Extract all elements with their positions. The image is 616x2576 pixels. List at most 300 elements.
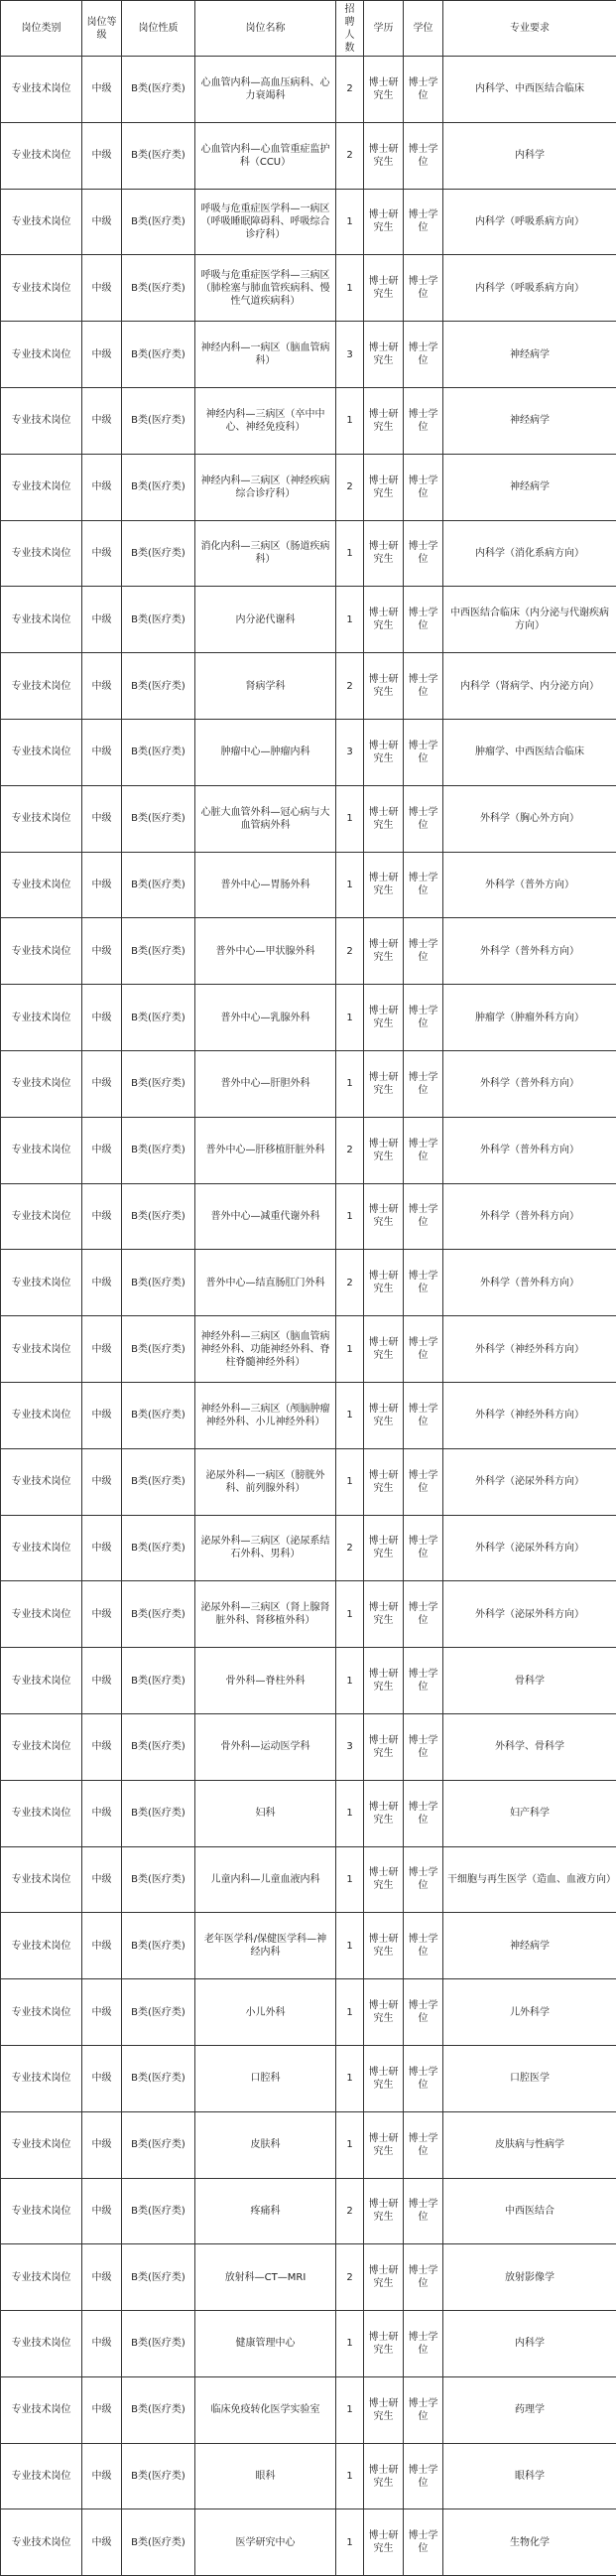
cell-post-nature: B类(医疗类) [122, 2111, 195, 2178]
cell-post-name: 骨外科—运动医学科 [195, 1713, 336, 1780]
cell-post-level: 中级 [82, 322, 122, 388]
cell-education: 博士研究生 [364, 1780, 404, 1846]
cell-post-name: 普外中心—肝胆外科 [195, 1050, 336, 1117]
cell-post-name: 小儿外科 [195, 1979, 336, 2046]
cell-major-requirement: 皮肤病与性病学 [443, 2111, 616, 2178]
cell-headcount: 1 [336, 2376, 364, 2443]
cell-headcount: 1 [336, 785, 364, 852]
cell-post-level: 中级 [82, 520, 122, 587]
cell-post-name: 普外中心—乳腺外科 [195, 985, 336, 1051]
cell-post-name: 骨外科—脊柱外科 [195, 1648, 336, 1714]
cell-education: 博士研究生 [364, 2178, 404, 2244]
cell-post-category: 专业技术岗位 [1, 2244, 82, 2311]
cell-post-nature: B类(医疗类) [122, 719, 195, 785]
cell-post-nature: B类(医疗类) [122, 852, 195, 918]
cell-post-name: 放射科—CT—MRI [195, 2244, 336, 2311]
cell-post-level: 中级 [82, 1846, 122, 1913]
table-row [1, 2178, 616, 2244]
table-row [1, 852, 616, 918]
cell-education: 博士研究生 [364, 1316, 404, 1383]
cell-major-requirement: 外科学（泌尿外科方向） [443, 1448, 616, 1515]
cell-degree: 博士学位 [404, 852, 443, 918]
cell-post-level: 中级 [82, 189, 122, 255]
cell-post-name: 泌尿外科—三病区（肾上腺肾脏外科、肾移植外科） [195, 1581, 336, 1648]
cell-post-category: 专业技术岗位 [1, 1382, 82, 1448]
cell-degree: 博士学位 [404, 1648, 443, 1714]
cell-degree: 博士学位 [404, 2509, 443, 2576]
header-post-name: 岗位名称 [195, 1, 336, 57]
cell-education: 博士研究生 [364, 322, 404, 388]
cell-post-category: 专业技术岗位 [1, 2178, 82, 2244]
cell-headcount: 1 [336, 520, 364, 587]
table-row [1, 1913, 616, 1979]
table-row [1, 985, 616, 1051]
cell-major-requirement: 内科学（肾病学、内分泌方向） [443, 653, 616, 720]
table-row [1, 1648, 616, 1714]
cell-degree: 博士学位 [404, 1515, 443, 1581]
cell-major-requirement: 内科学 [443, 122, 616, 189]
table-row [1, 1979, 616, 2046]
cell-education: 博士研究生 [364, 1913, 404, 1979]
table-row [1, 2111, 616, 2178]
cell-post-category: 专业技术岗位 [1, 2509, 82, 2576]
table-row [1, 454, 616, 520]
cell-post-category: 专业技术岗位 [1, 587, 82, 653]
table-row [1, 1382, 616, 1448]
cell-post-name: 神经内科—三病区（卒中中心、神经免疫科） [195, 387, 336, 454]
cell-post-level: 中级 [82, 1117, 122, 1183]
cell-major-requirement: 中西医结合临床（内分泌与代谢疾病方向） [443, 587, 616, 653]
cell-headcount: 1 [336, 1979, 364, 2046]
cell-post-level: 中级 [82, 852, 122, 918]
cell-post-category: 专业技术岗位 [1, 2376, 82, 2443]
cell-post-nature: B类(医疗类) [122, 1913, 195, 1979]
cell-education: 博士研究生 [364, 2311, 404, 2377]
cell-headcount: 2 [336, 454, 364, 520]
cell-degree: 博士学位 [404, 653, 443, 720]
cell-degree: 博士学位 [404, 2311, 443, 2377]
table-row [1, 1117, 616, 1183]
cell-education: 博士研究生 [364, 2443, 404, 2509]
cell-headcount: 2 [336, 122, 364, 189]
cell-education: 博士研究生 [364, 255, 404, 322]
cell-post-level: 中级 [82, 1382, 122, 1448]
table-row [1, 57, 616, 123]
table-row [1, 2045, 616, 2111]
cell-post-category: 专业技术岗位 [1, 189, 82, 255]
cell-headcount: 1 [336, 587, 364, 653]
cell-post-nature: B类(医疗类) [122, 322, 195, 388]
cell-major-requirement: 外科学（泌尿外科方向） [443, 1581, 616, 1648]
cell-post-level: 中级 [82, 1648, 122, 1714]
cell-post-name: 内分泌代谢科 [195, 587, 336, 653]
cell-post-name: 神经内科—一病区（脑血管病科） [195, 322, 336, 388]
cell-headcount: 1 [336, 1846, 364, 1913]
cell-post-category: 专业技术岗位 [1, 1913, 82, 1979]
cell-degree: 博士学位 [404, 454, 443, 520]
cell-post-category: 专业技术岗位 [1, 653, 82, 720]
cell-post-category: 专业技术岗位 [1, 2443, 82, 2509]
cell-education: 博士研究生 [364, 1648, 404, 1714]
cell-post-name: 眼科 [195, 2443, 336, 2509]
table-row [1, 1250, 616, 1316]
cell-education: 博士研究生 [364, 587, 404, 653]
cell-major-requirement: 外科学（普外科方向） [443, 1183, 616, 1250]
cell-post-name: 肿瘤中心—肿瘤内科 [195, 719, 336, 785]
cell-major-requirement: 内科学 [443, 2311, 616, 2377]
cell-education: 博士研究生 [364, 1050, 404, 1117]
cell-post-category: 专业技术岗位 [1, 1713, 82, 1780]
table-row [1, 2311, 616, 2377]
cell-degree: 博士学位 [404, 322, 443, 388]
cell-post-name: 老年医学科/保健医学科—神经内科 [195, 1913, 336, 1979]
table-row [1, 1316, 616, 1383]
table-row [1, 255, 616, 322]
header-degree: 学位 [404, 1, 443, 57]
cell-post-level: 中级 [82, 2178, 122, 2244]
cell-post-category: 专业技术岗位 [1, 1117, 82, 1183]
cell-post-category: 专业技术岗位 [1, 918, 82, 985]
cell-headcount: 2 [336, 1117, 364, 1183]
cell-post-level: 中级 [82, 1581, 122, 1648]
cell-post-nature: B类(医疗类) [122, 985, 195, 1051]
cell-headcount: 1 [336, 1581, 364, 1648]
cell-post-name: 泌尿外科—一病区（膀胱外科、前列腺外科） [195, 1448, 336, 1515]
cell-post-level: 中级 [82, 454, 122, 520]
cell-degree: 博士学位 [404, 387, 443, 454]
cell-headcount: 2 [336, 918, 364, 985]
cell-degree: 博士学位 [404, 1448, 443, 1515]
cell-post-category: 专业技术岗位 [1, 122, 82, 189]
cell-education: 博士研究生 [364, 2244, 404, 2311]
cell-post-name: 普外中心—甲状腺外科 [195, 918, 336, 985]
cell-headcount: 1 [336, 1780, 364, 1846]
cell-major-requirement: 外科学（神经外科方向） [443, 1316, 616, 1383]
cell-headcount: 2 [336, 1250, 364, 1316]
cell-post-name: 医学研究中心 [195, 2509, 336, 2576]
cell-post-nature: B类(医疗类) [122, 1581, 195, 1648]
cell-degree: 博士学位 [404, 1183, 443, 1250]
table-row [1, 1846, 616, 1913]
cell-post-nature: B类(医疗类) [122, 1183, 195, 1250]
header-post-category: 岗位类别 [1, 1, 82, 57]
cell-headcount: 3 [336, 1713, 364, 1780]
cell-headcount: 2 [336, 1515, 364, 1581]
table-row [1, 520, 616, 587]
cell-post-name: 消化内科—三病区（肠道疾病科） [195, 520, 336, 587]
cell-post-name: 神经内科—三病区（神经疾病综合诊疗科） [195, 454, 336, 520]
cell-major-requirement: 内科学（呼吸系病方向） [443, 255, 616, 322]
cell-post-name: 神经外科—三病区（颅脑肿瘤神经外科、小儿神经外科） [195, 1382, 336, 1448]
table-row [1, 785, 616, 852]
cell-post-category: 专业技术岗位 [1, 454, 82, 520]
cell-post-category: 专业技术岗位 [1, 1050, 82, 1117]
cell-headcount: 1 [336, 1050, 364, 1117]
cell-post-category: 专业技术岗位 [1, 1648, 82, 1714]
cell-post-level: 中级 [82, 2311, 122, 2377]
table-row [1, 587, 616, 653]
cell-major-requirement: 外科学（普外科方向） [443, 1117, 616, 1183]
cell-education: 博士研究生 [364, 2045, 404, 2111]
cell-post-category: 专业技术岗位 [1, 322, 82, 388]
cell-post-level: 中级 [82, 1515, 122, 1581]
cell-post-category: 专业技术岗位 [1, 387, 82, 454]
cell-major-requirement: 外科学（普外方向） [443, 852, 616, 918]
cell-post-level: 中级 [82, 918, 122, 985]
cell-education: 博士研究生 [364, 520, 404, 587]
cell-post-name: 普外中心—减重代谢外科 [195, 1183, 336, 1250]
cell-post-level: 中级 [82, 2111, 122, 2178]
cell-education: 博士研究生 [364, 785, 404, 852]
cell-post-level: 中级 [82, 587, 122, 653]
cell-post-name: 普外中心—胃肠外科 [195, 852, 336, 918]
cell-post-level: 中级 [82, 1250, 122, 1316]
cell-education: 博士研究生 [364, 2509, 404, 2576]
table-row [1, 1581, 616, 1648]
cell-headcount: 2 [336, 653, 364, 720]
table-row [1, 2244, 616, 2311]
cell-major-requirement: 内科学（呼吸系病方向） [443, 189, 616, 255]
cell-headcount: 1 [336, 852, 364, 918]
cell-major-requirement: 骨科学 [443, 1648, 616, 1714]
cell-headcount: 1 [336, 1448, 364, 1515]
cell-post-name: 泌尿外科—三病区（泌尿系结石外科、男科） [195, 1515, 336, 1581]
cell-post-name: 肾病学科 [195, 653, 336, 720]
cell-education: 博士研究生 [364, 985, 404, 1051]
cell-education: 博士研究生 [364, 1250, 404, 1316]
cell-post-name: 口腔科 [195, 2045, 336, 2111]
cell-post-level: 中级 [82, 1979, 122, 2046]
header-education: 学历 [364, 1, 404, 57]
cell-post-nature: B类(医疗类) [122, 1979, 195, 2046]
cell-post-level: 中级 [82, 1713, 122, 1780]
cell-major-requirement: 干细胞与再生医学（造血、血液方向） [443, 1846, 616, 1913]
cell-headcount: 2 [336, 57, 364, 123]
cell-post-category: 专业技术岗位 [1, 57, 82, 123]
cell-post-name: 普外中心—结直肠肛门外科 [195, 1250, 336, 1316]
cell-post-level: 中级 [82, 255, 122, 322]
cell-education: 博士研究生 [364, 1448, 404, 1515]
cell-degree: 博士学位 [404, 2045, 443, 2111]
cell-post-category: 专业技术岗位 [1, 1515, 82, 1581]
cell-post-level: 中级 [82, 1183, 122, 1250]
cell-education: 博士研究生 [364, 122, 404, 189]
cell-education: 博士研究生 [364, 1581, 404, 1648]
cell-degree: 博士学位 [404, 985, 443, 1051]
cell-post-level: 中级 [82, 57, 122, 123]
table-body [1, 57, 616, 2576]
table-row [1, 2509, 616, 2576]
cell-degree: 博士学位 [404, 1581, 443, 1648]
cell-major-requirement: 神经病学 [443, 387, 616, 454]
cell-post-nature: B类(医疗类) [122, 387, 195, 454]
cell-post-category: 专业技术岗位 [1, 1780, 82, 1846]
cell-post-name: 呼吸与危重症医学科—一病区（呼吸睡眠障碍科、呼吸综合诊疗科） [195, 189, 336, 255]
cell-post-nature: B类(医疗类) [122, 1382, 195, 1448]
cell-post-category: 专业技术岗位 [1, 1183, 82, 1250]
cell-degree: 博士学位 [404, 719, 443, 785]
cell-major-requirement: 生物化学 [443, 2509, 616, 2576]
cell-post-name: 心血管内科—心血管重症监护科（CCU） [195, 122, 336, 189]
cell-headcount: 2 [336, 2178, 364, 2244]
table-row [1, 918, 616, 985]
table-row [1, 653, 616, 720]
cell-post-level: 中级 [82, 1780, 122, 1846]
cell-post-level: 中级 [82, 1050, 122, 1117]
cell-post-name: 呼吸与危重症医学科—三病区（肺栓塞与肺血管疾病科、慢性气道疾病科） [195, 255, 336, 322]
cell-degree: 博士学位 [404, 1050, 443, 1117]
cell-major-requirement: 外科学（胸心外方向） [443, 785, 616, 852]
cell-degree: 博士学位 [404, 1713, 443, 1780]
cell-post-category: 专业技术岗位 [1, 1316, 82, 1383]
cell-post-nature: B类(医疗类) [122, 1846, 195, 1913]
table-row [1, 1515, 616, 1581]
cell-degree: 博士学位 [404, 1117, 443, 1183]
cell-post-nature: B类(医疗类) [122, 454, 195, 520]
cell-major-requirement: 药理学 [443, 2376, 616, 2443]
cell-post-category: 专业技术岗位 [1, 255, 82, 322]
cell-major-requirement: 肿瘤学、中西医结合临床 [443, 719, 616, 785]
cell-education: 博士研究生 [364, 2111, 404, 2178]
cell-post-level: 中级 [82, 1448, 122, 1515]
cell-degree: 博士学位 [404, 520, 443, 587]
cell-major-requirement: 放射影像学 [443, 2244, 616, 2311]
cell-post-name: 妇科 [195, 1780, 336, 1846]
cell-education: 博士研究生 [364, 2376, 404, 2443]
cell-post-level: 中级 [82, 1913, 122, 1979]
cell-degree: 博士学位 [404, 1316, 443, 1383]
cell-post-nature: B类(医疗类) [122, 1713, 195, 1780]
cell-post-nature: B类(医疗类) [122, 1780, 195, 1846]
header-major-requirement: 专业要求 [443, 1, 616, 57]
cell-post-category: 专业技术岗位 [1, 785, 82, 852]
cell-post-nature: B类(医疗类) [122, 587, 195, 653]
cell-headcount: 1 [336, 255, 364, 322]
header-post-nature: 岗位性质 [122, 1, 195, 57]
cell-post-name: 皮肤科 [195, 2111, 336, 2178]
cell-headcount: 3 [336, 719, 364, 785]
cell-post-name: 心脏大血管外科—冠心病与大血管病外科 [195, 785, 336, 852]
table-row [1, 387, 616, 454]
cell-post-name: 普外中心—肝移植肝脏外科 [195, 1117, 336, 1183]
cell-education: 博士研究生 [364, 1183, 404, 1250]
cell-post-name: 临床免疫转化医学实验室 [195, 2376, 336, 2443]
cell-headcount: 1 [336, 1183, 364, 1250]
cell-major-requirement: 外科学（普外科方向） [443, 1050, 616, 1117]
header-headcount: 招聘人数 [336, 1, 364, 57]
cell-post-nature: B类(医疗类) [122, 255, 195, 322]
cell-degree: 博士学位 [404, 587, 443, 653]
cell-major-requirement: 神经病学 [443, 1913, 616, 1979]
cell-headcount: 1 [336, 2111, 364, 2178]
cell-degree: 博士学位 [404, 255, 443, 322]
cell-post-nature: B类(医疗类) [122, 2509, 195, 2576]
cell-post-name: 儿童内科—儿童血液内科 [195, 1846, 336, 1913]
cell-major-requirement: 神经病学 [443, 454, 616, 520]
cell-major-requirement: 妇产科学 [443, 1780, 616, 1846]
cell-headcount: 1 [336, 2045, 364, 2111]
cell-post-nature: B类(医疗类) [122, 2443, 195, 2509]
cell-post-level: 中级 [82, 387, 122, 454]
cell-degree: 博士学位 [404, 785, 443, 852]
cell-post-nature: B类(医疗类) [122, 1117, 195, 1183]
cell-education: 博士研究生 [364, 454, 404, 520]
cell-post-level: 中级 [82, 785, 122, 852]
cell-post-nature: B类(医疗类) [122, 1648, 195, 1714]
cell-headcount: 1 [336, 1913, 364, 1979]
header-row [1, 1, 616, 57]
cell-headcount: 3 [336, 322, 364, 388]
cell-post-category: 专业技术岗位 [1, 1979, 82, 2046]
cell-education: 博士研究生 [364, 1515, 404, 1581]
cell-headcount: 2 [336, 2244, 364, 2311]
cell-major-requirement: 内科学、中西医结合临床 [443, 57, 616, 123]
cell-post-name: 神经外科—三病区（脑血管病神经外科、功能神经外科、脊柱脊髓神经外科） [195, 1316, 336, 1383]
cell-headcount: 1 [336, 1316, 364, 1383]
cell-post-level: 中级 [82, 985, 122, 1051]
cell-education: 博士研究生 [364, 1117, 404, 1183]
cell-post-level: 中级 [82, 653, 122, 720]
cell-post-level: 中级 [82, 122, 122, 189]
cell-degree: 博士学位 [404, 2111, 443, 2178]
table-row [1, 189, 616, 255]
cell-major-requirement: 外科学（普外科方向） [443, 918, 616, 985]
cell-education: 博士研究生 [364, 1382, 404, 1448]
cell-major-requirement: 肿瘤学（肿瘤外科方向） [443, 985, 616, 1051]
cell-major-requirement: 中西医结合 [443, 2178, 616, 2244]
cell-post-nature: B类(医疗类) [122, 1050, 195, 1117]
cell-major-requirement: 眼科学 [443, 2443, 616, 2509]
cell-headcount: 1 [336, 985, 364, 1051]
table-row [1, 1050, 616, 1117]
cell-post-level: 中级 [82, 2509, 122, 2576]
cell-post-nature: B类(医疗类) [122, 2311, 195, 2377]
cell-post-nature: B类(医疗类) [122, 785, 195, 852]
cell-post-category: 专业技术岗位 [1, 1581, 82, 1648]
cell-post-nature: B类(医疗类) [122, 2376, 195, 2443]
cell-post-nature: B类(医疗类) [122, 57, 195, 123]
table-row [1, 2443, 616, 2509]
cell-education: 博士研究生 [364, 1846, 404, 1913]
cell-headcount: 1 [336, 2443, 364, 2509]
cell-education: 博士研究生 [364, 918, 404, 985]
cell-degree: 博士学位 [404, 2443, 443, 2509]
cell-degree: 博士学位 [404, 2376, 443, 2443]
cell-post-category: 专业技术岗位 [1, 1846, 82, 1913]
cell-education: 博士研究生 [364, 57, 404, 123]
cell-degree: 博士学位 [404, 2244, 443, 2311]
cell-post-nature: B类(医疗类) [122, 1448, 195, 1515]
table-row [1, 122, 616, 189]
cell-headcount: 1 [336, 2509, 364, 2576]
cell-post-category: 专业技术岗位 [1, 852, 82, 918]
cell-post-nature: B类(医疗类) [122, 918, 195, 985]
table-row [1, 1713, 616, 1780]
cell-post-category: 专业技术岗位 [1, 2311, 82, 2377]
cell-education: 博士研究生 [364, 852, 404, 918]
cell-education: 博士研究生 [364, 1713, 404, 1780]
cell-post-nature: B类(医疗类) [122, 189, 195, 255]
cell-post-nature: B类(医疗类) [122, 1316, 195, 1383]
cell-degree: 博士学位 [404, 1250, 443, 1316]
cell-post-category: 专业技术岗位 [1, 1250, 82, 1316]
cell-post-level: 中级 [82, 719, 122, 785]
cell-degree: 博士学位 [404, 918, 443, 985]
cell-education: 博士研究生 [364, 1979, 404, 2046]
cell-post-level: 中级 [82, 2045, 122, 2111]
cell-post-nature: B类(医疗类) [122, 520, 195, 587]
cell-major-requirement: 内科学（消化系病方向） [443, 520, 616, 587]
